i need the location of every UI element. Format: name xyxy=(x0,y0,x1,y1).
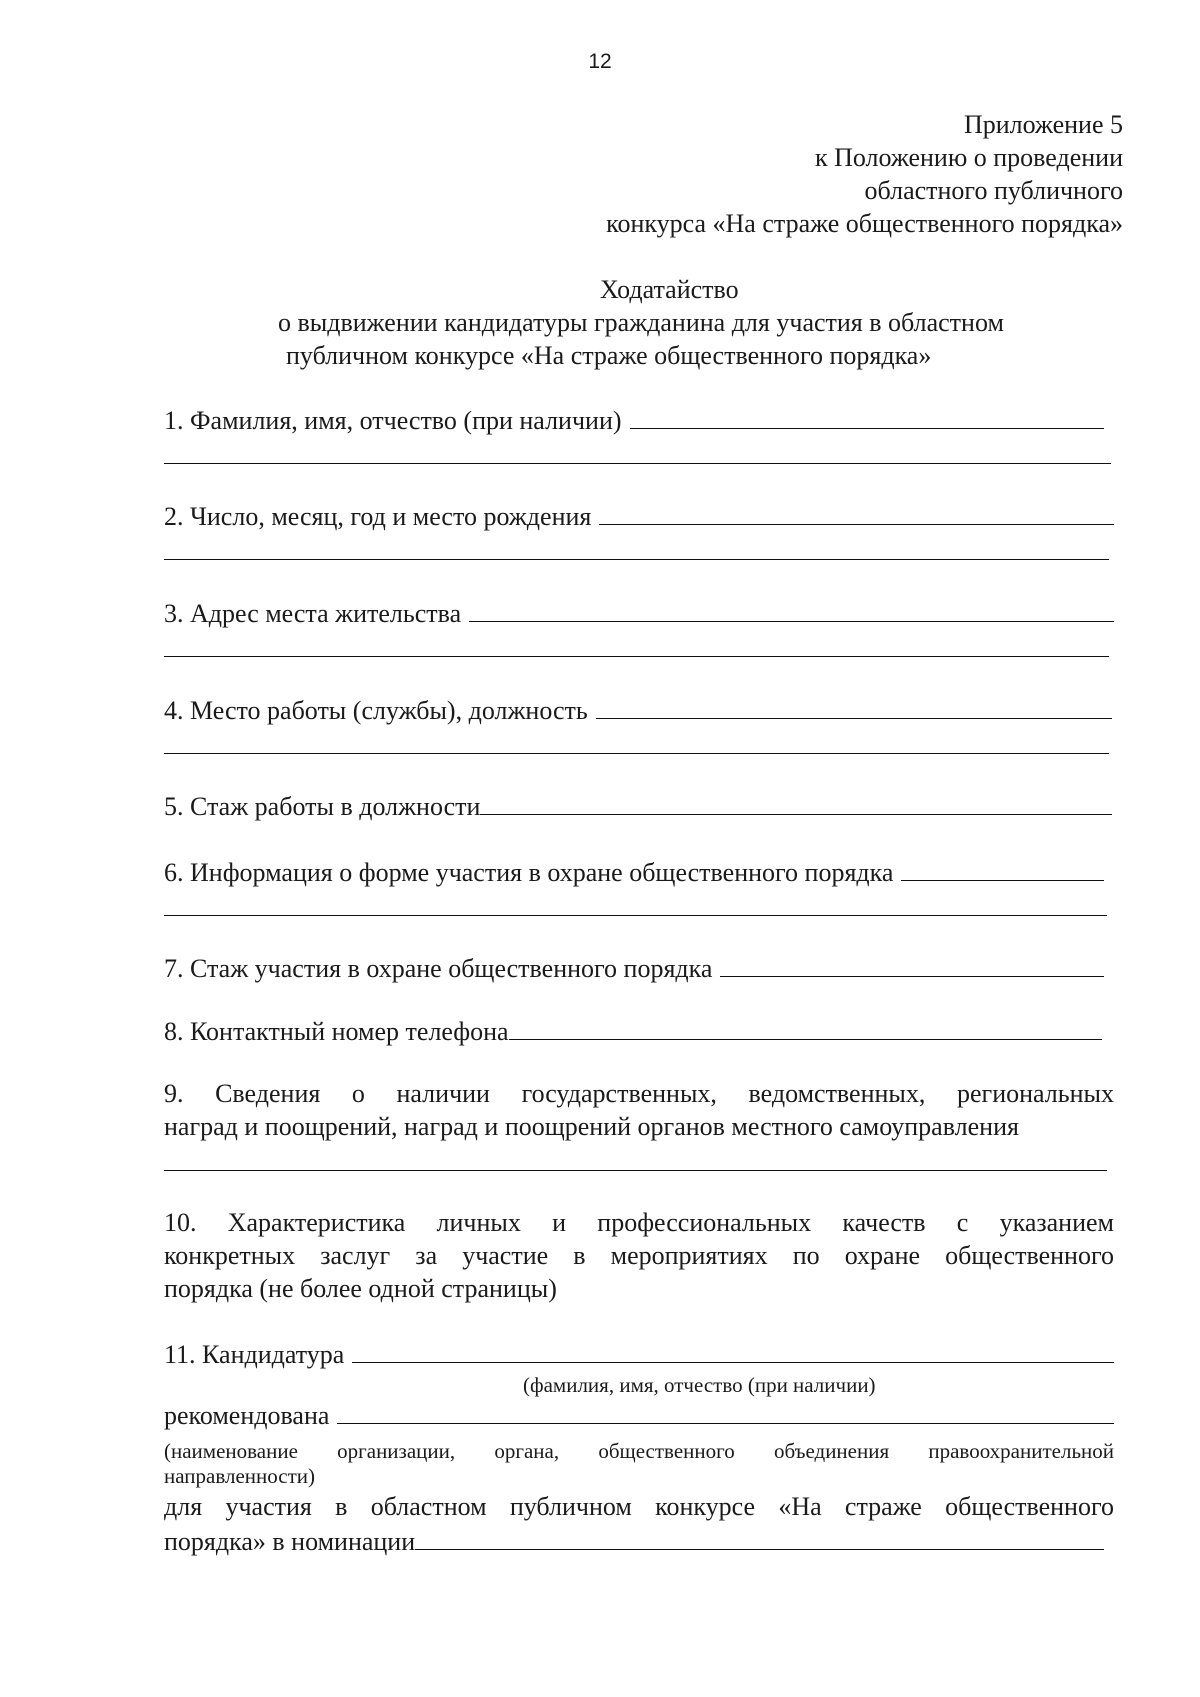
field-participation-experience-label: 7. Стаж участия в охране общественного порядка xyxy=(164,954,713,983)
birth-input-line[interactable] xyxy=(599,498,1114,525)
field-workplace-label: 4. Место работы (службы), должность xyxy=(164,696,588,725)
birth-input-line-2[interactable] xyxy=(164,559,1109,560)
address-input-line-2[interactable] xyxy=(164,656,1109,657)
field-workplace xyxy=(164,692,1112,727)
title-line-2: о выдвижении кандидатуры гражданина для участия в областном xyxy=(278,308,1004,337)
full-name-input-line[interactable] xyxy=(630,402,1104,429)
field-characteristics-label-2: конкретных заслуг за участие в мероприятиях по охране общественного xyxy=(164,1241,1114,1270)
recommended-caption-2: направленности) xyxy=(164,1464,316,1488)
recommended-caption-1: (наименование организации, органа, общественного объединения правоохранительной xyxy=(164,1439,1114,1463)
field-participation-form xyxy=(164,854,1104,889)
participation-experience-input-line[interactable] xyxy=(720,950,1104,977)
field-full-name-label: 1. Фамилия, имя, отчество (при наличии) xyxy=(164,406,622,435)
field-participation-experience xyxy=(164,950,1104,985)
phone-input-line[interactable] xyxy=(509,1013,1102,1040)
field-phone-label: 8. Контактный номер телефона xyxy=(164,1017,509,1046)
nomination-label-2: порядка» в номинации xyxy=(164,1527,416,1556)
field-candidate-label: 11. Кандидатура xyxy=(164,1340,345,1369)
field-characteristics-label-3: порядка (не более одной страницы) xyxy=(164,1274,557,1303)
field-birth-label: 2. Число, месяц, год и место рождения xyxy=(164,502,592,531)
address-input-line[interactable] xyxy=(469,595,1114,622)
candidate-input-line[interactable] xyxy=(352,1336,1114,1363)
field-address xyxy=(164,595,1114,630)
full-name-input-line-2[interactable] xyxy=(164,463,1111,464)
appendix-line-2: к Положению о проведении xyxy=(814,143,1123,172)
work-experience-input-line[interactable] xyxy=(480,788,1112,815)
candidate-caption: (фамилия, имя, отчество (при наличии) xyxy=(523,1373,876,1397)
field-recommended xyxy=(164,1397,1114,1432)
appendix-line-3: областного публичного xyxy=(864,176,1123,205)
field-work-experience-label: 5. Стаж работы в должности xyxy=(164,792,481,821)
field-work-experience xyxy=(164,788,1112,823)
document-title xyxy=(270,273,1100,372)
field-characteristics xyxy=(164,1206,1114,1305)
recommended-caption xyxy=(164,1439,1114,1489)
workplace-input-line-2[interactable] xyxy=(164,753,1109,754)
recommended-input-line[interactable] xyxy=(337,1397,1114,1424)
workplace-input-line[interactable] xyxy=(596,692,1112,719)
awards-input-line[interactable] xyxy=(164,1170,1107,1171)
field-candidate xyxy=(164,1336,1114,1371)
title-line-1: Ходатайство xyxy=(600,275,739,304)
field-nomination xyxy=(164,1490,1114,1558)
field-awards-label-2: наград и поощрений, наград и поощрений органов местного самоуправления xyxy=(164,1112,1019,1141)
title-line-3: публичном конкурсе «На страже общественного порядка» xyxy=(286,341,932,370)
field-characteristics-label-1: 10. Характеристика личных и профессиональных качеств с указанием xyxy=(164,1208,1114,1237)
field-recommended-label: рекомендована xyxy=(164,1401,330,1430)
field-awards-label-1: 9. Сведения о наличии государственных, ведомственных, региональных xyxy=(164,1079,1114,1108)
appendix-line-4: конкурса «На страже общественного порядка» xyxy=(606,209,1123,238)
participation-form-input-line[interactable] xyxy=(901,854,1104,881)
field-phone xyxy=(164,1013,1102,1048)
field-awards xyxy=(164,1077,1114,1143)
field-full-name xyxy=(164,402,1104,437)
field-participation-form-label: 6. Информация о форме участия в охране общественного порядка xyxy=(164,858,894,887)
field-birth-date-place xyxy=(164,498,1114,533)
field-address-label: 3. Адрес места жительства xyxy=(164,599,462,628)
appendix-header xyxy=(606,108,1123,240)
appendix-line-1: Приложение 5 xyxy=(963,110,1123,139)
nomination-label-1: для участия в областном публичном конкурсе «На страже общественного xyxy=(164,1492,1114,1521)
participation-form-input-line-2[interactable] xyxy=(164,915,1107,916)
nomination-input-line[interactable] xyxy=(415,1523,1104,1550)
page-number: 12 xyxy=(588,50,612,73)
